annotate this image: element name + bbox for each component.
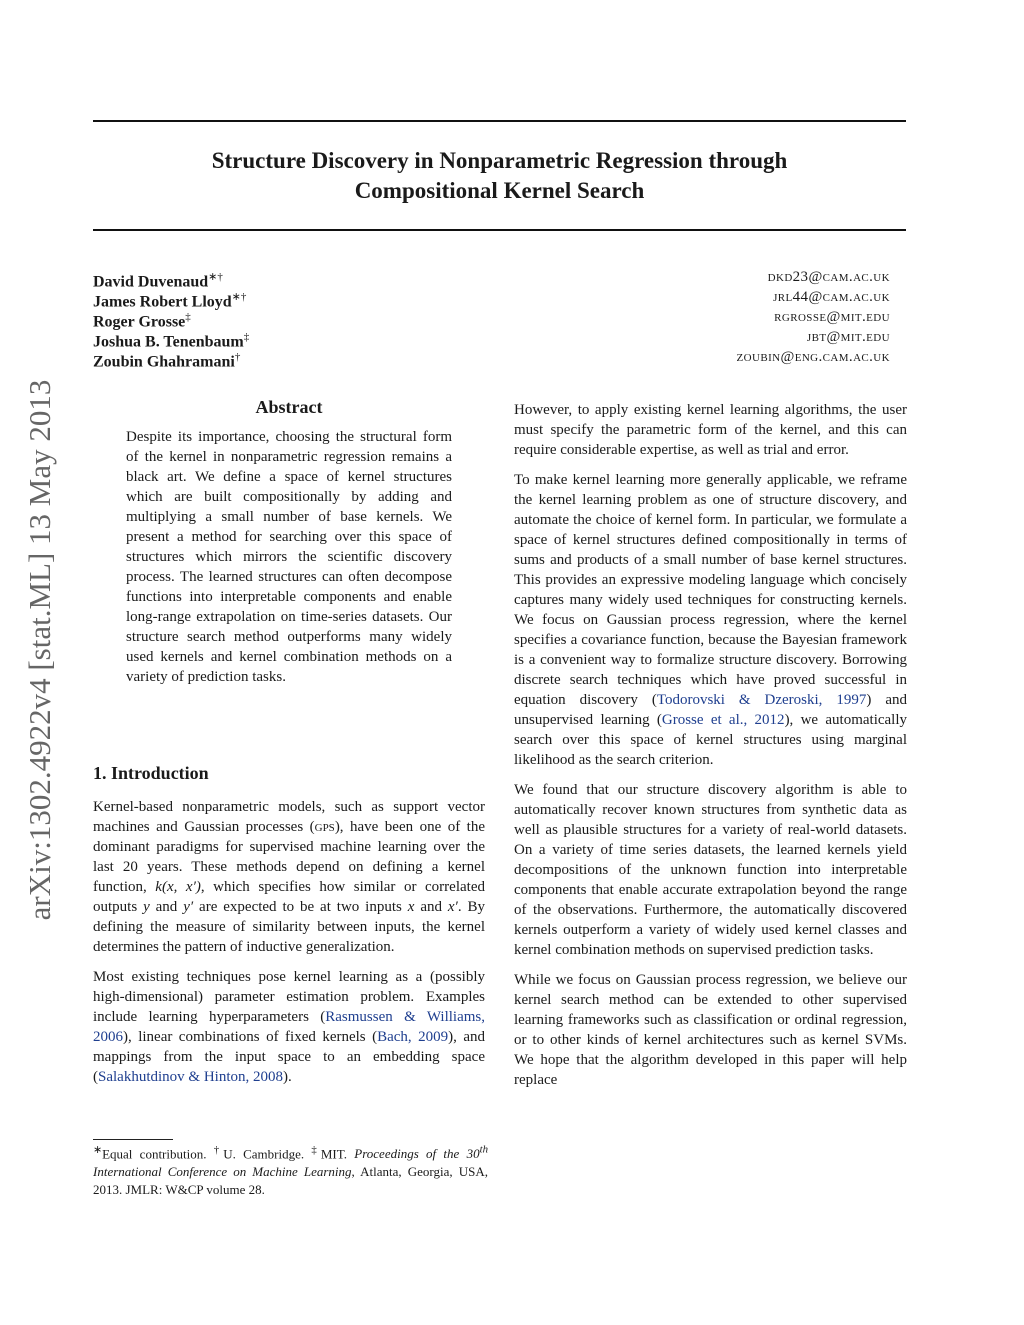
author-row — [93, 307, 890, 331]
right-paragraph-2: To make kernel learning more generally applicable, we reframe the kernel learning problem as one of structure discovery, and automate the choice of kernel form. In particular, we formulate a space of kernel structures defined compositionally in terms of sums and products of a small number of base kernel structures. This provides an expressive modeling language which concisely captures many widely used techniques for constructing kernels. We focus on Gaussian process regression, where the kernel specifies a covariance function, because the Bayesian framework is a convenient way to formalize structure discovery. Borrowing discrete search techniques which have proved successful in equation discovery (Todorovski & Dzeroski, 1997) and unsupervised learning (Grosse et al., 2012), we automatically search over this space of kernel structures using marginal likelihood as the search criterion. — [514, 472, 908, 768]
citation-link[interactable]: Todorovski & Dzeroski, 1997 — [656, 692, 867, 708]
citation-link[interactable]: Rasmussen & Williams, 2006 — [93, 1009, 485, 1045]
abstract-heading: Abstract — [255, 397, 323, 417]
citation-link[interactable]: Salakhutdinov & Hinton, 2008 — [98, 1069, 283, 1085]
author-email[interactable]: dkd23@cam.ac.uk — [767, 269, 890, 285]
author-email[interactable]: rgrosse@mit.edu — [774, 309, 890, 325]
introduction-heading: 1. Introduction — [93, 763, 209, 783]
author-row — [93, 267, 890, 291]
author-name: Roger Grosse‡ — [93, 311, 191, 331]
author-email[interactable]: zoubin@eng.cam.ac.uk — [736, 349, 890, 365]
footnote-rule — [93, 1139, 173, 1140]
title-line-2: Compositional Kernel Search — [354, 178, 645, 203]
citation-link[interactable]: Bach, 2009 — [377, 1029, 449, 1045]
author-name: Joshua B. Tenenbaum‡ — [93, 331, 250, 351]
left-column-body — [93, 797, 485, 1097]
author-email[interactable]: jrl44@cam.ac.uk — [773, 289, 890, 305]
author-name: Zoubin Ghahramani† — [93, 351, 241, 371]
author-row — [93, 287, 890, 311]
right-paragraph-4: While we focus on Gaussian process regression, we believe our kernel search method can be extended to other supervised learning frameworks such as classification or ordinal regression, or to other kinds of kernel architectures such as kernel SVMs. We hope that the algorithm developed in this paper will help replace — [514, 972, 907, 1088]
author-row — [93, 347, 890, 371]
right-column-body — [514, 400, 907, 1100]
title-line-1: Structure Discovery in Nonparametric Regression through — [211, 148, 788, 173]
intro-paragraph-1: Kernel-based nonparametric models, such as support vector machines and Gaussian processes (gps), have been one of the dominant paradigms for supervised machine learning over the last 20 years. These methods depend on defining a kernel function, k(x, x′), which specifies how similar or correlated outputs y and y′ are expected to be at two inputs x and x′. By defining the measure of similarity between inputs, the kernel determines the pattern of inductive generalization. — [93, 799, 485, 955]
right-paragraph-3: We found that our structure discovery algorithm is able to automatically recover known structures from synthetic data as well as plausible structures for a variety of real-world datasets. On a variety of time series datasets, the learned kernels yield decompositions of the unknown function into interpretable components that enable accurate extrapolation beyond the range of the observations. Furthermore, the automatically discovered kernels outperform a variety of widely used kernel classes and kernel combination methods on supervised prediction tasks. — [514, 782, 907, 958]
author-name: David Duvenaud∗† — [93, 271, 223, 291]
footnote: ∗Equal contribution. †U. Cambridge. ‡MIT. Proceedings of the 30th International Conference on Machine Learning, Atlanta, Georgia, USA, 2013. JMLR: W&CP volume 28. — [93, 1144, 489, 1198]
author-email[interactable]: jbt@mit.edu — [806, 329, 890, 345]
citation-link[interactable]: Grosse et al., 2012 — [661, 712, 785, 728]
arxiv-identifier: arXiv:1302.4922v4 [stat.ML] 13 May 2013 — [22, 379, 57, 921]
author-row — [93, 327, 890, 351]
abstract-text: Despite its importance, choosing the structural form of the kernel in nonparametric regression remains a black art. We define a space of kernel structures which are built compositionally by adding and multiplying a small number of base kernels. We present a method for searching over this space of structures which mirrors the scientific discovery process. The learned structures can often decompose functions into interpretable components and enable long-range extrapolation on time-series datasets. Our structure search method outperforms many widely used kernels and kernel combination methods on a variety of prediction tasks. — [126, 429, 452, 685]
author-name: James Robert Lloyd∗† — [93, 291, 247, 311]
title-bottom-rule — [93, 229, 906, 231]
intro-paragraph-2: Most existing techniques pose kernel learning as a (possibly high-dimensional) parameter estimation problem. Examples include learning hyperparameters (Rasmussen & Williams, 2006), linear combinations of fixed kernels (Bach, 2009), and mappings from the input space to an embedding space (Salakhutdinov & Hinton, 2008). — [93, 969, 485, 1085]
top-rule — [93, 120, 906, 122]
right-paragraph-1: However, to apply existing kernel learning algorithms, the user must specify the parametric form of the kernel, and this can require considerable expertise, as well as trial and error. — [514, 402, 907, 458]
paper-title — [93, 146, 906, 206]
